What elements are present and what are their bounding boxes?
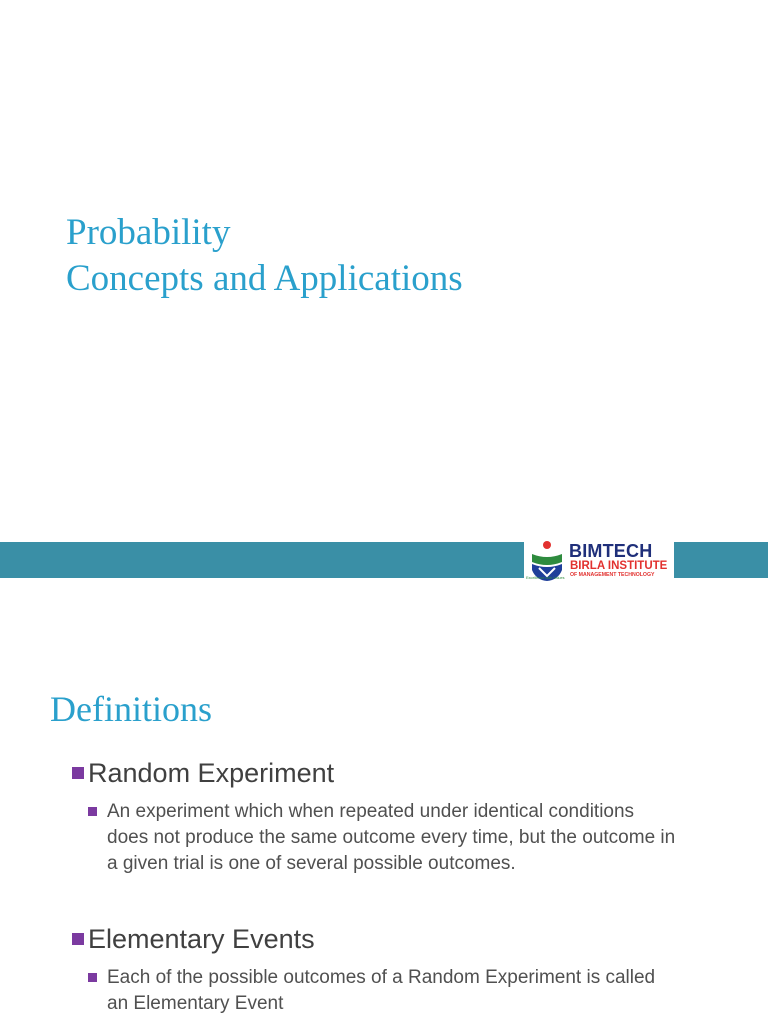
slide-title bbox=[66, 210, 463, 302]
definitions-slide bbox=[0, 580, 768, 1024]
bullet-level2 bbox=[88, 799, 688, 877]
logo-institute-text: BIRLA INSTITUTE bbox=[570, 560, 668, 572]
title-line-2: Concepts and Applications bbox=[66, 258, 463, 299]
bullet-level2 bbox=[88, 965, 688, 1017]
bullet-detail: Each of the possible outcomes of a Random Experiment is called an Elementary Event bbox=[107, 967, 656, 1014]
logo-subtitle-text: OF MANAGEMENT TECHNOLOGY bbox=[570, 572, 655, 578]
bullet-square-icon bbox=[72, 933, 84, 945]
bimtech-logo bbox=[524, 538, 674, 584]
bullet-square-icon bbox=[88, 973, 97, 982]
bullet-square-icon bbox=[72, 767, 84, 779]
logo-tagline-text: Excellence with Values bbox=[526, 576, 565, 580]
bullet-label: Random Experiment bbox=[88, 758, 335, 788]
slide-heading: Definitions bbox=[50, 689, 212, 729]
title-line-1: Probability bbox=[66, 212, 231, 253]
bullet-detail: An experiment which when repeated under identical conditions does not produce the same outcome every time, but the outcome in a given trial is one of several possible outcomes. bbox=[107, 801, 676, 874]
bullet-label: Elementary Events bbox=[88, 924, 315, 954]
bullet-square-icon bbox=[88, 807, 97, 816]
logo-brand-text: BIMTECH bbox=[569, 541, 653, 561]
bullet-level1 bbox=[72, 924, 315, 955]
bullet-level1 bbox=[72, 758, 334, 789]
